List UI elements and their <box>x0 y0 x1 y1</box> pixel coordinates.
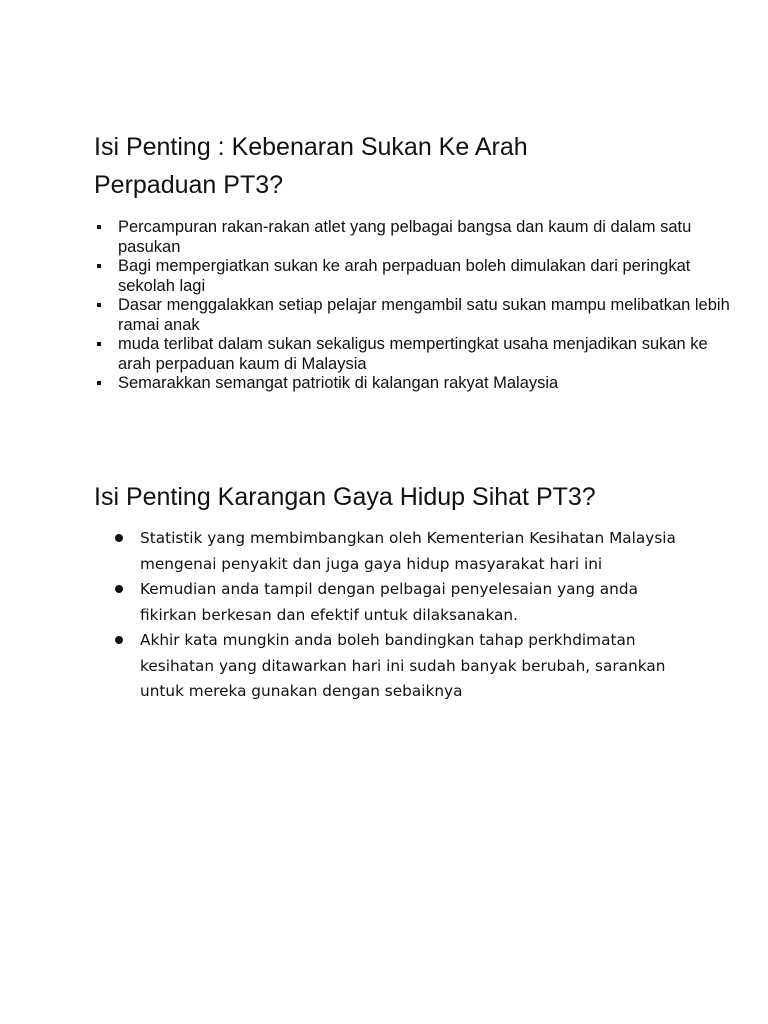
list-item <box>94 526 685 577</box>
square-bullet-icon <box>97 342 101 346</box>
list-item-text: Bagi mempergiatkan sukan ke arah perpaduan boleh dimulakan dari peringkat sekolah lagi <box>118 257 691 295</box>
list-item <box>94 374 734 394</box>
round-bullet-icon <box>115 636 123 644</box>
list-item-text: Dasar menggalakkan setiap pelajar mengambil satu sukan mampu melibatkan lebih ramai anak <box>118 296 730 334</box>
list-item <box>94 218 734 257</box>
round-bullet-icon <box>115 534 123 542</box>
list-item <box>94 628 685 705</box>
round-bullet-icon <box>115 585 123 593</box>
list-item-text: Percampuran rakan-rakan atlet yang pelbagai bangsa dan kaum di dalam satu pasukan <box>118 218 692 256</box>
list-item-text: Semarakkan semangat patriotik di kalangan rakyat Malaysia <box>118 374 559 392</box>
list-item <box>94 257 734 296</box>
list-item-text: Akhir kata mungkin anda boleh bandingkan tahap perkhdimatan kesihatan yang ditawarkan hari ini sudah banyak berubah, sarankan untuk mereka gunakan dengan sebaiknya <box>140 631 666 700</box>
section-gaya-hidup-sihat <box>94 478 734 705</box>
list-item-text: Statistik yang membimbangkan oleh Kementerian Kesihatan Malaysia mengenai penyakit dan juga gaya hidup masyarakat hari ini <box>140 529 676 573</box>
section-sukan-perpaduan <box>94 128 734 394</box>
list-item <box>94 577 685 628</box>
square-bullet-icon <box>97 381 101 385</box>
square-bullet-icon <box>97 303 101 307</box>
bullet-list <box>94 218 734 394</box>
list-item <box>94 335 734 374</box>
section-title: Isi Penting : Kebenaran Sukan Ke Arah Perpaduan PT3? <box>94 133 528 199</box>
list-item <box>94 296 734 335</box>
square-bullet-icon <box>97 225 101 229</box>
list-item-text: muda terlibat dalam sukan sekaligus mempertingkat usaha menjadikan sukan ke arah perpaduan kaum di Malaysia <box>118 335 708 373</box>
bullet-list <box>94 526 734 705</box>
list-item-text: Kemudian anda tampil dengan pelbagai penyelesaian yang anda fikirkan berkesan dan efektif untuk dilaksanakan. <box>140 580 638 624</box>
section-title: Isi Penting Karangan Gaya Hidup Sihat PT3? <box>94 483 596 511</box>
square-bullet-icon <box>97 264 101 268</box>
